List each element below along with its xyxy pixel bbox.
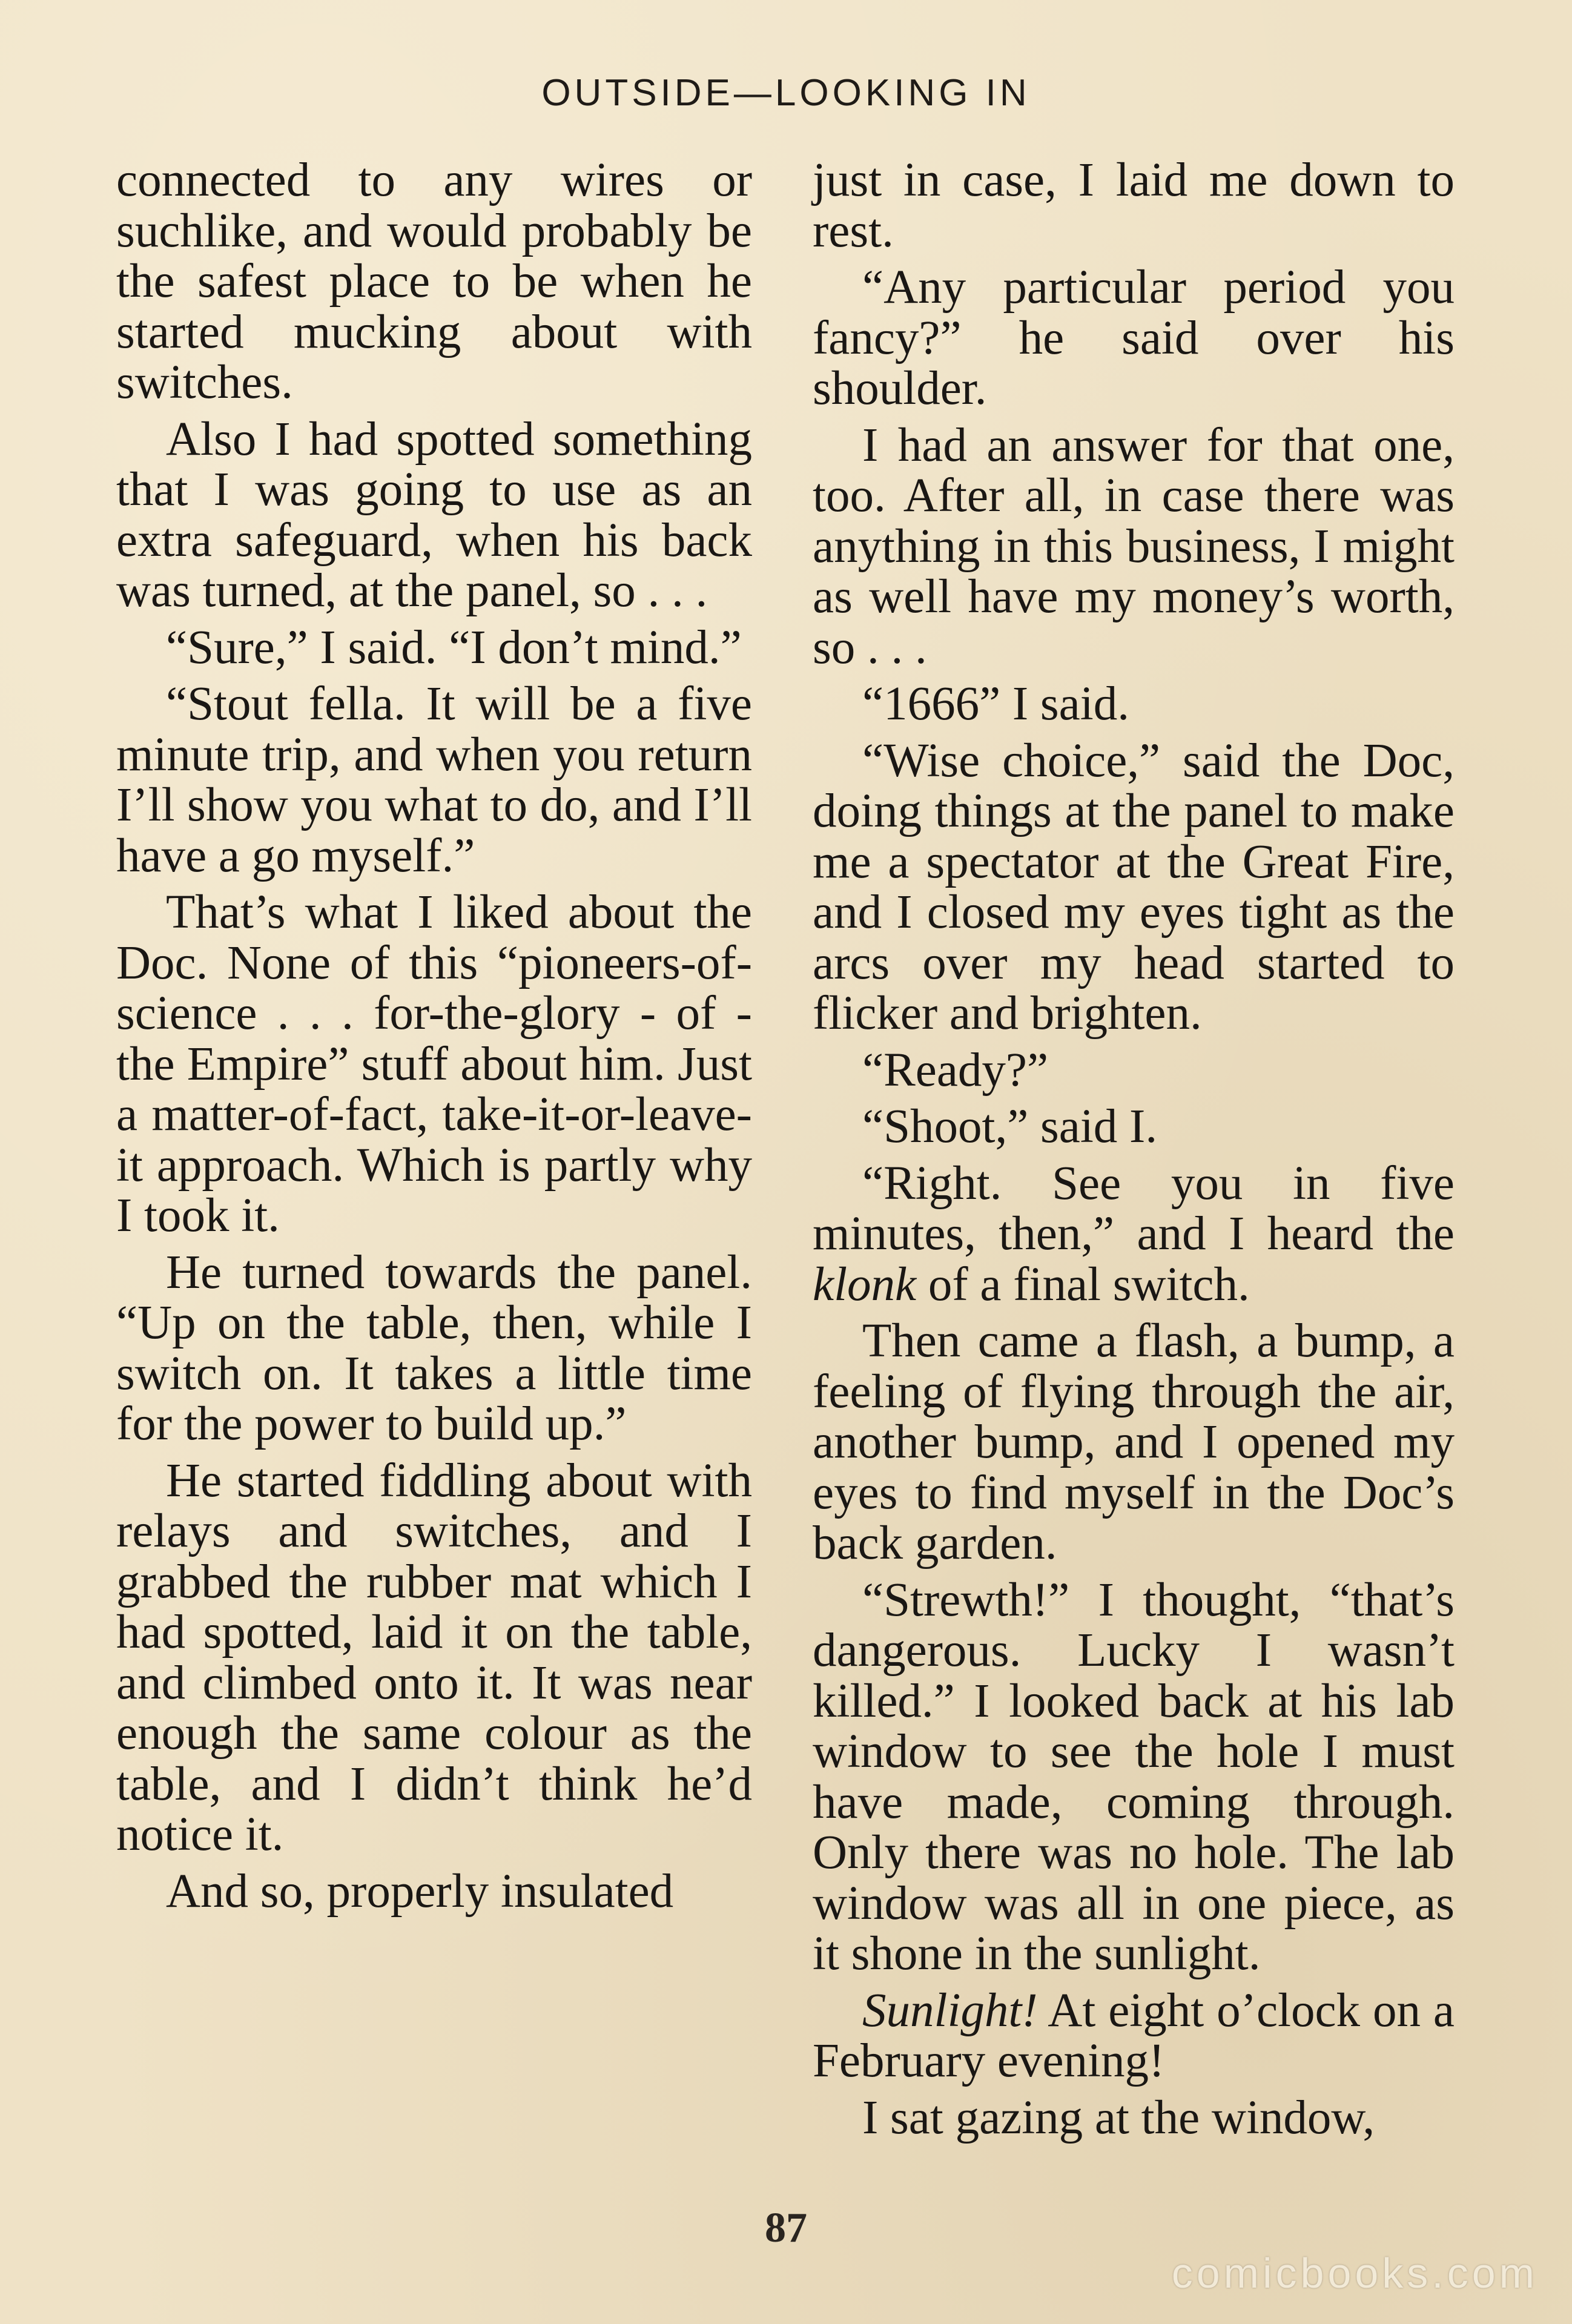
paragraph: He started fiddling about with relays and switches, and I grabbed the rubber mat which I had spotted, laid it on the table, and climbed onto it. It was near enough the same colour as the table, and I didn’t think he’d notice it.: [116, 1454, 752, 1861]
paragraph: connected to any wires or suchlike, and would probably be the safest place to be when he started mucking about with switches.: [116, 154, 752, 409]
running-header: OUTSIDE—LOOKING IN: [541, 72, 1031, 114]
paragraph: “1666” I said.: [862, 678, 1129, 730]
left-column: [116, 155, 752, 1923]
paragraph: I had an answer for that one, too. After all, in case there was anything in this business, I might as well have my money’s worth, so . . .: [813, 418, 1455, 674]
paragraph: He turned towards the panel. “Up on the table, then, while I switch on. It takes a little time for the power to build up.”: [116, 1246, 752, 1450]
paragraph: Also I had spotted something that I was going to use as an extra safeguard, when his back was turned, at the panel, so . . .: [116, 412, 752, 617]
right-column: [813, 155, 1455, 2149]
paragraph-text: “Right. See you in five minutes, then,” and I heard the: [813, 1157, 1455, 1260]
paragraph: “Stout fella. It will be a five minute trip, and when you return I’ll show you what to do, and I’ll have a go myself.”: [116, 678, 752, 882]
paragraph: “Sure,” I said. “I don’t mind.”: [166, 621, 742, 674]
paragraph: [813, 1158, 1455, 1310]
paragraph: I sat gazing at the window,: [862, 2091, 1375, 2144]
paragraph: [813, 1986, 1455, 2087]
paragraph-text: At eight o’clock on a February evening!: [813, 1984, 1455, 2087]
paragraph: And so, properly insulated: [166, 1864, 674, 1918]
paragraph-text: of a final switch.: [928, 1258, 1250, 1311]
watermark: comicbooks.com: [1171, 2250, 1538, 2297]
paragraph: “Any particular period you fancy?” he said over his shoulder.: [813, 261, 1455, 415]
italic-word: Sunlight!: [862, 1984, 1038, 2037]
paragraph: “Wise choice,” said the Doc, doing things at the panel to make me a spectator at the Great Fire, and I closed my eyes tight as the arcs over my head started to flicker and brighten.: [813, 734, 1455, 1040]
page-number: 87: [765, 2205, 807, 2251]
paragraph: Then came a flash, a bump, a feeling of flying through the air, another bump, and I opened my eyes to find myself in the Doc’s back garden.: [813, 1315, 1455, 1570]
paragraph: “Shoot,” said I.: [862, 1100, 1158, 1153]
paragraph: That’s what I liked about the Doc. None of this “pioneers-of-science . . . for-the-glory - of - the Empire” stuff about him. Just a matter-of-fact, take-it-or-leave-it approach. Which is partly why I took it.: [116, 886, 752, 1242]
paragraph: just in case, I laid me down to rest.: [813, 154, 1455, 257]
italic-word: klonk: [813, 1258, 917, 1311]
paragraph: “Strewth!” I thought, “that’s dangerous. Lucky I wasn’t killed.” I looked back at his lab window to see the hole I must have made, coming through. Only there was no hole. The lab window was all in one piece, as it shone in the sunlight.: [813, 1573, 1455, 1980]
paragraph: “Ready?”: [862, 1043, 1049, 1097]
